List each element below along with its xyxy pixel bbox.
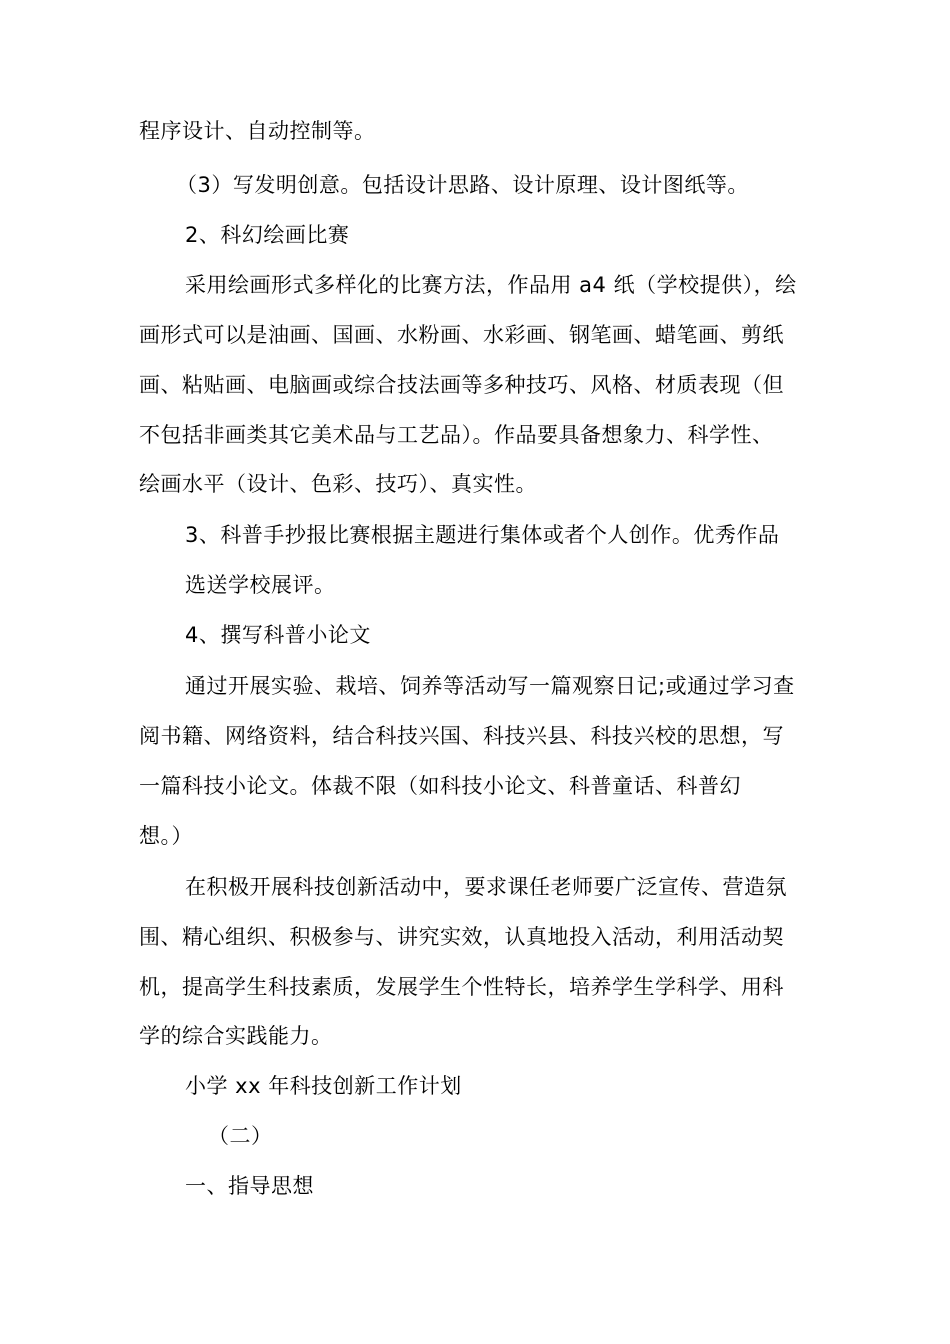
text-line: 画形式可以是油画、国画、水粉画、水彩画、钢笔画、蜡笔画、剪纸: [139, 323, 784, 347]
text-line: 阅书籍、网络资料，结合科技兴国、科技兴县、科技兴校的思想，写: [139, 724, 784, 748]
document-title: 小学 xx 年科技创新工作计划: [185, 1074, 462, 1098]
text-line: 程序设计、自动控制等。: [139, 119, 376, 143]
text-line: （3）写发明创意。包括设计思路、设计原理、设计图纸等。: [176, 173, 749, 197]
text-line: 围、精心组织、积极参与、讲究实效，认真地投入活动，利用活动契: [139, 925, 784, 949]
text-line: 一篇科技小论文。体裁不限（如科技小论文、科普童话、科普幻: [139, 774, 741, 798]
text-line: 3、科普手抄报比赛根据主题进行集体或者个人创作。优秀作品: [185, 523, 780, 547]
section-number: （二）: [208, 1124, 273, 1148]
text-line: 通过开展实验、栽培、饲养等活动写一篇观察日记;或通过学习查: [185, 674, 795, 698]
text-line: 机，提高学生科技素质，发展学生个性特长，培养学生学科学、用科: [139, 975, 784, 999]
text-line: 在积极开展科技创新活动中，要求课任老师要广泛宣传、营造氛: [185, 875, 787, 899]
section-heading: 2、科幻绘画比赛: [185, 223, 350, 247]
text-line: 学的综合实践能力。: [139, 1024, 333, 1048]
section-heading: 4、撰写科普小论文: [185, 623, 371, 647]
text-line: 不包括非画类其它美术品与工艺品）。作品要具备想象力、科学性、: [139, 423, 774, 447]
text-line: 想。）: [139, 824, 193, 848]
text-line: 绘画水平（设计、色彩、技巧）、真实性。: [139, 472, 537, 496]
text-line: 采用绘画形式多样化的比赛方法，作品用 a4 纸（学校提供），绘: [185, 273, 797, 297]
text-line: 画、粘贴画、电脑画或综合技法画等多种技巧、风格、材质表现（但: [139, 373, 784, 397]
text-line: 选送学校展评。: [185, 573, 336, 597]
section-heading: 一、指导思想: [185, 1174, 314, 1198]
